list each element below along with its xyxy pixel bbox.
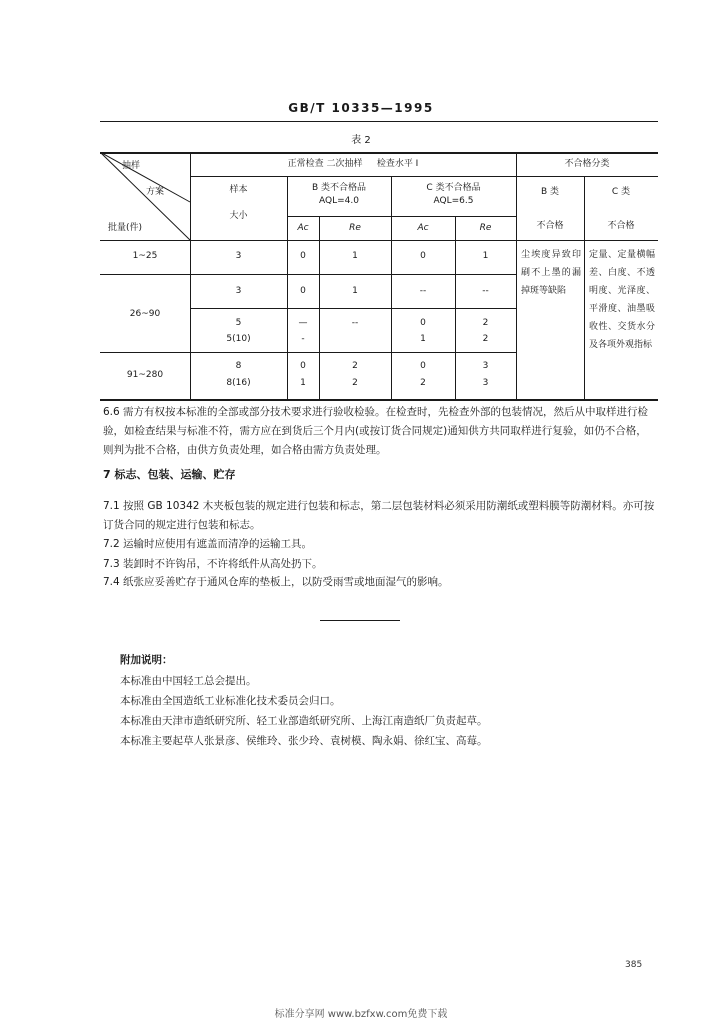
- batch-range: 91~280: [126, 370, 164, 380]
- sample-size-header: 样本 大小: [229, 185, 248, 221]
- corner-batch-label: 批量(件): [108, 223, 143, 233]
- b-class-header: B 类: [540, 187, 560, 197]
- c-re: 2: [482, 334, 489, 344]
- ac-header: Ac: [297, 223, 309, 233]
- clause-7-4: 7.4 纸张应妥善贮存于通风仓库的垫板上，以防受雨雪或地面湿气的影响。: [103, 576, 449, 588]
- c-class-description: 定量、定量横幅差、白度、不透明度、光泽度、平滑度、油墨吸收性、交货水分及各项外观指标: [589, 250, 655, 350]
- c-ac: 0: [420, 251, 426, 261]
- batch-range: 1~25: [132, 251, 158, 261]
- c-ac: 0: [420, 318, 426, 328]
- section-7-title: 7 标志、包装、运输、贮存: [103, 468, 236, 481]
- corner-scheme-label: 方案: [146, 187, 165, 197]
- c-re: 3: [482, 361, 489, 371]
- b-re: 1: [352, 251, 358, 261]
- c-ac: 2: [420, 378, 426, 388]
- note-line: 本标准由中国轻工总会提出。: [120, 675, 257, 687]
- note-line: 本标准由全国造纸工业标准化技术委员会归口。: [120, 695, 341, 707]
- b-re: 1: [352, 286, 358, 296]
- site-footer: 标准分享网 www.bzfxw.com免费下载: [274, 1009, 448, 1020]
- header-rule: [100, 121, 658, 122]
- clause-7-1: 7.1 按照 GB 10342 木夹板包装的规定进行包装和标志，第二层包装材料必须采用防潮纸或塑料膜等防潮材料。亦可按订货合同的规定进行包装和标志。: [103, 500, 655, 531]
- sample-size: 8: [235, 361, 242, 371]
- b-ac: -: [301, 334, 305, 344]
- b-nonconform-label: 不合格: [536, 221, 564, 231]
- sample-size: 8(16): [226, 378, 251, 388]
- sampling-table: [100, 152, 658, 400]
- b-ac: —: [298, 318, 308, 328]
- batch-range: 26~90: [129, 309, 161, 319]
- b-class-description: 尘埃度异致印刷不上墨的漏掉斑等缺陷: [521, 250, 581, 296]
- table-caption: 表 2: [351, 135, 371, 146]
- sample-size: 5(10): [226, 334, 251, 344]
- c-class-header: C 类: [611, 187, 631, 197]
- re-header: Re: [479, 223, 492, 233]
- c-re: 2: [482, 318, 489, 328]
- clause-7-2: 7.2 运输时应使用有遮盖而清净的运输工具。: [103, 538, 313, 550]
- sample-size: 5: [235, 318, 242, 328]
- b-ac: 0: [300, 251, 306, 261]
- b-re: --: [351, 318, 359, 328]
- c-ac: --: [419, 286, 427, 296]
- b-ac: 0: [300, 286, 306, 296]
- b-ac: 1: [300, 378, 306, 388]
- separator-rule: [320, 620, 400, 621]
- document-header: GB/T 10335—1995: [288, 101, 434, 115]
- ac-header: Ac: [417, 223, 429, 233]
- c-nonconform-label: 不合格: [607, 221, 635, 231]
- c-ac: 1: [420, 334, 426, 344]
- b-re: 2: [352, 361, 358, 371]
- page-number: 385: [625, 960, 643, 970]
- c-re: 1: [482, 251, 489, 261]
- group-header-nonconform: 不合格分类: [564, 159, 610, 169]
- c-re: 3: [482, 378, 489, 388]
- corner-sampling-label: 抽样: [122, 161, 141, 171]
- c-ac: 0: [420, 361, 426, 371]
- clause-6-6: 6.6 需方有权按本标准的全部或部分技术要求进行验收检验。在检查时，先检查外部的包装情况，然后从中取样进行检验，如检查结果与标准不符，需方应在到货后三个月内(或按订货合同规定)通知供方共同取样进行复验，如仍不合格，则判为批不合格，由供方负责处理，如合格由需方负责处理。: [103, 406, 649, 456]
- c-re: --: [482, 286, 489, 296]
- b-class-aql-header: B 类不合格品 AQL=4.0: [311, 183, 367, 206]
- group-header-normal: 正常检查 二次抽样 检查水平 I: [287, 159, 419, 169]
- c-class-aql-header: C 类不合格品 AQL=6.5: [426, 183, 481, 206]
- note-line: 本标准由天津市造纸研究所、轻工业部造纸研究所、上海江南造纸厂负责起草。: [120, 715, 488, 727]
- b-ac: 0: [300, 361, 306, 371]
- clause-7-3: 7.3 装卸时不许钩吊，不许将纸件从高处扔下。: [103, 558, 323, 570]
- additional-notes-title: 附加说明：: [120, 654, 173, 666]
- b-re: 2: [352, 378, 358, 388]
- sample-size: 3: [235, 286, 242, 296]
- note-line: 本标准主要起草人张景彦、侯维玲、张少玲、袁树模、陶永娟、徐红宝、高莓。: [120, 735, 488, 747]
- re-header: Re: [349, 223, 361, 233]
- sample-size: 3: [235, 251, 242, 261]
